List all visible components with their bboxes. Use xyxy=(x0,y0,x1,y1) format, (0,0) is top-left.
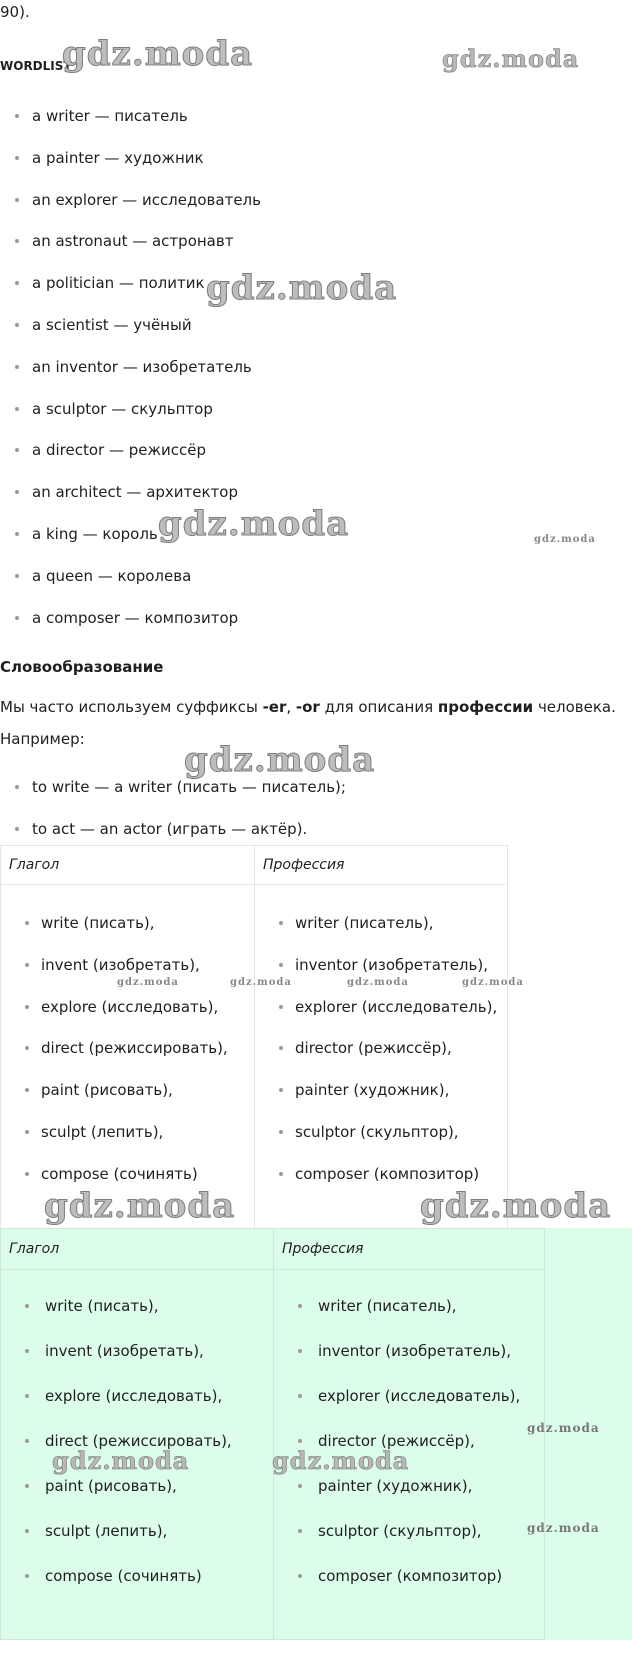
watermark: gdz.moda xyxy=(527,1521,600,1535)
table-header-profession: Профессия xyxy=(274,1229,545,1270)
list-item: invent (изобретать), xyxy=(1,1339,273,1384)
list-item: invent (изобретать), xyxy=(1,953,254,995)
list-item: writer (писатель), xyxy=(255,911,507,953)
list-item: a writer — писатель xyxy=(0,104,261,146)
list-item: direct (режиссировать), xyxy=(1,1429,273,1474)
list-item: a king — король xyxy=(0,522,261,564)
list-item: sculptor (скульптор), xyxy=(255,1120,507,1162)
list-item: to act — an actor (играть — актёр). xyxy=(0,817,346,859)
watermark: gdz.moda xyxy=(206,268,398,308)
list-item: explore (исследовать), xyxy=(1,1384,273,1429)
watermark: gdz.moda xyxy=(62,34,254,74)
wordlist-heading: WORDLIST xyxy=(0,59,72,73)
list-item: write (писать), xyxy=(1,1294,273,1339)
watermark: gdz.moda xyxy=(230,977,292,988)
watermark: gdz.moda xyxy=(117,977,179,988)
example-lead: Например: xyxy=(0,730,85,748)
list-item: a queen — королева xyxy=(0,564,261,606)
list-item: painter (художник), xyxy=(274,1474,544,1519)
list-item: a composer — композитор xyxy=(0,606,261,648)
list-item: an explorer — исследователь xyxy=(0,188,261,230)
list-item: inventor (изобретатель), xyxy=(255,953,507,995)
list-item: a politician — политик xyxy=(0,271,261,313)
list-item: a painter — художник xyxy=(0,146,261,188)
list-item: director (режиссёр), xyxy=(274,1429,544,1474)
watermark: gdz.moda xyxy=(420,1186,612,1226)
watermark: gdz.moda xyxy=(44,1186,236,1226)
table-header-profession: Профессия xyxy=(255,846,508,885)
list-item: explorer (исследователь), xyxy=(274,1384,544,1429)
list-item: an architect — архитектор xyxy=(0,480,261,522)
list-item: paint (рисовать), xyxy=(1,1474,273,1519)
list-item: composer (композитор) xyxy=(255,1162,507,1204)
table-header-verb: Глагол xyxy=(1,1229,274,1270)
list-item: painter (художник), xyxy=(255,1078,507,1120)
list-item: composer (композитор) xyxy=(274,1564,544,1609)
list-item: compose (сочинять) xyxy=(1,1564,273,1609)
watermark: gdz.moda xyxy=(52,1446,190,1475)
wordformation-heading: Словообразование xyxy=(0,658,164,676)
intro-paragraph xyxy=(0,695,616,719)
watermark: gdz.moda xyxy=(442,44,580,73)
list-item: paint (рисовать), xyxy=(1,1078,254,1120)
verbs-cell xyxy=(1,885,255,1230)
list-item: sculpt (лепить), xyxy=(1,1120,254,1162)
list-item: a sculptor — скульптор xyxy=(0,397,261,439)
list-item: writer (писатель), xyxy=(274,1294,544,1339)
suffix-er: -er xyxy=(262,698,287,716)
list-item: explore (исследовать), xyxy=(1,995,254,1037)
intro-comma: , xyxy=(286,698,296,716)
list-item: direct (режиссировать), xyxy=(1,1036,254,1078)
list-item: an inventor — изобретатель xyxy=(0,355,261,397)
profession-table-green xyxy=(0,1228,545,1640)
intro-text: Мы часто используем суффиксы xyxy=(0,698,263,716)
professions-cell xyxy=(255,885,508,1230)
list-item: an astronaut — астронавт xyxy=(0,229,261,271)
list-item: sculpt (лепить), xyxy=(1,1519,273,1564)
list-item: explorer (исследователь), xyxy=(255,995,507,1037)
list-item: a scientist — учёный xyxy=(0,313,261,355)
list-item: compose (сочинять) xyxy=(1,1162,254,1204)
watermark: gdz.moda xyxy=(534,534,596,545)
watermark: gdz.moda xyxy=(184,740,376,780)
intro-text: человека. xyxy=(533,698,616,716)
watermark: gdz.moda xyxy=(462,977,524,988)
watermark: gdz.moda xyxy=(158,504,350,544)
profession-word: профессии xyxy=(437,698,534,716)
watermark: gdz.moda xyxy=(272,1446,410,1475)
watermark: gdz.moda xyxy=(527,1421,600,1435)
list-item: sculptor (скульптор), xyxy=(274,1519,544,1564)
list-item: inventor (изобретатель), xyxy=(274,1339,544,1384)
suffix-or: -or xyxy=(295,698,320,716)
list-item: write (писать), xyxy=(1,911,254,953)
list-item: to write — a writer (писать — писатель); xyxy=(0,775,346,817)
list-item: director (режиссёр), xyxy=(255,1036,507,1078)
top-fragment: 90). xyxy=(0,3,30,21)
wordlist xyxy=(0,104,261,647)
intro-text: для описания xyxy=(319,698,438,716)
list-item: a director — режиссёр xyxy=(0,438,261,480)
watermark: gdz.moda xyxy=(347,977,409,988)
profession-table xyxy=(0,845,508,1230)
table-header-verb: Глагол xyxy=(1,846,255,885)
